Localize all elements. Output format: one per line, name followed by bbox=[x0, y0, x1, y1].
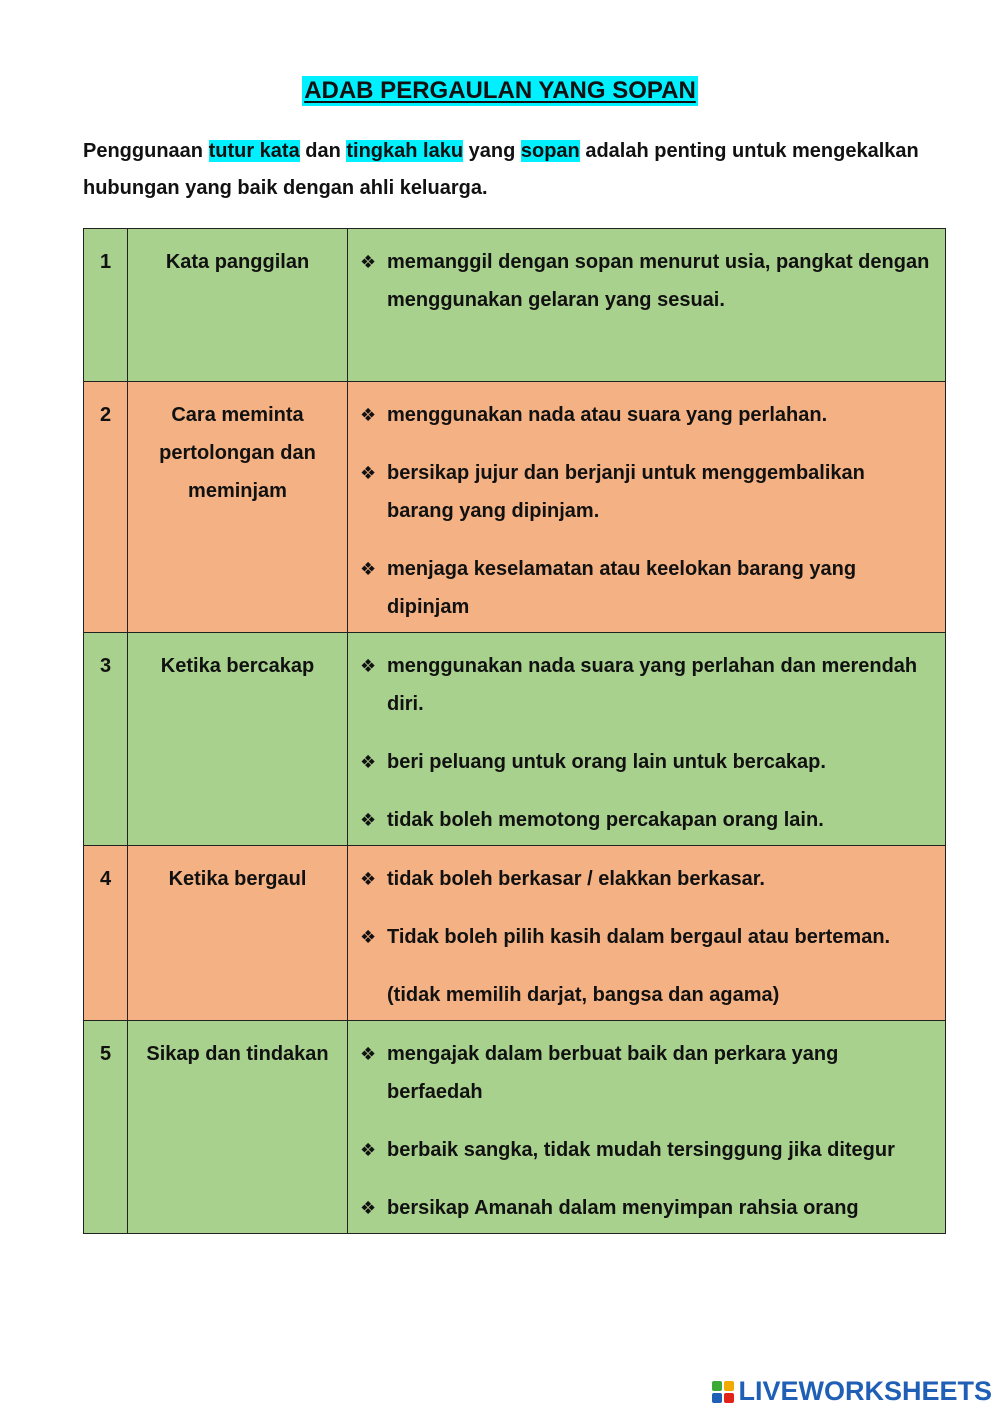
intro-text: dan bbox=[299, 140, 347, 162]
row-topic: Sikap dan tindakan bbox=[128, 1021, 348, 1234]
list-item bbox=[360, 918, 935, 956]
table-row bbox=[84, 229, 946, 382]
point-note: (tidak memilih darjat, bangsa dan agama) bbox=[387, 984, 780, 1006]
list-item bbox=[360, 243, 935, 319]
row-topic: Kata panggilan bbox=[128, 229, 348, 382]
title-wrapper bbox=[0, 76, 1000, 106]
diamond-bullet-icon: ❖ bbox=[360, 927, 377, 947]
table-row bbox=[84, 633, 946, 846]
row-number: 5 bbox=[84, 1021, 128, 1234]
list-item bbox=[360, 1035, 935, 1111]
intro-text: Penggunaan bbox=[83, 140, 209, 162]
row-number: 2 bbox=[84, 382, 128, 633]
list-item bbox=[360, 647, 935, 723]
list-item bbox=[360, 1131, 935, 1169]
row-topic: Ketika bercakap bbox=[128, 633, 348, 846]
point-text: memanggil dengan sopan menurut usia, pangkat dengan menggunakan gelaran yang sesuai. bbox=[387, 251, 930, 311]
logo-text: LIVEWORKSHEETS bbox=[738, 1376, 992, 1406]
row-number: 4 bbox=[84, 846, 128, 1021]
diamond-bullet-icon: ❖ bbox=[360, 1198, 377, 1218]
point-text: bersikap jujur dan berjanji untuk menggembalikan barang yang dipinjam. bbox=[387, 462, 865, 522]
list-item bbox=[360, 550, 935, 626]
intro-text: yang bbox=[463, 140, 521, 162]
diamond-bullet-icon: ❖ bbox=[360, 752, 377, 772]
diamond-bullet-icon: ❖ bbox=[360, 1140, 377, 1160]
row-points bbox=[348, 1021, 946, 1234]
row-number: 1 bbox=[84, 229, 128, 382]
diamond-bullet-icon: ❖ bbox=[360, 463, 377, 483]
highlight-tutur-kata: tutur kata bbox=[208, 140, 300, 162]
diamond-bullet-icon: ❖ bbox=[360, 252, 377, 272]
table-row bbox=[84, 382, 946, 633]
list-item bbox=[360, 454, 935, 530]
point-text: mengajak dalam berbuat baik dan perkara yang berfaedah bbox=[387, 1043, 839, 1103]
point-text: menggunakan nada atau suara yang perlahan. bbox=[387, 404, 828, 426]
list-item bbox=[360, 743, 935, 781]
point-text: menjaga keselamatan atau keelokan barang yang dipinjam bbox=[387, 558, 857, 618]
logo-grid-icon bbox=[712, 1381, 734, 1403]
liveworksheets-logo[interactable] bbox=[712, 1376, 992, 1407]
row-topic: Ketika bergaul bbox=[128, 846, 348, 1021]
list-item bbox=[360, 396, 935, 434]
table-row bbox=[84, 1021, 946, 1234]
row-points bbox=[348, 846, 946, 1021]
row-topic: Cara meminta pertolongan dan meminjam bbox=[128, 382, 348, 633]
diamond-bullet-icon: ❖ bbox=[360, 656, 377, 676]
row-points bbox=[348, 229, 946, 382]
row-points bbox=[348, 633, 946, 846]
point-text: menggunakan nada suara yang perlahan dan merendah diri. bbox=[387, 655, 918, 715]
diamond-bullet-icon: ❖ bbox=[360, 405, 377, 425]
highlight-tingkah-laku: tingkah laku bbox=[346, 140, 464, 162]
table-row bbox=[84, 846, 946, 1021]
page-title: ADAB PERGAULAN YANG SOPAN bbox=[304, 77, 696, 104]
list-item bbox=[360, 801, 935, 839]
diamond-bullet-icon: ❖ bbox=[360, 869, 377, 889]
point-text: berbaik sangka, tidak mudah tersinggung jika ditegur bbox=[387, 1139, 895, 1161]
list-item bbox=[360, 860, 935, 898]
intro-paragraph bbox=[83, 133, 943, 207]
point-text: bersikap Amanah dalam menyimpan rahsia orang bbox=[387, 1197, 859, 1219]
diamond-bullet-icon: ❖ bbox=[360, 810, 377, 830]
row-points bbox=[348, 382, 946, 633]
row-number: 3 bbox=[84, 633, 128, 846]
point-text: tidak boleh memotong percakapan orang lain. bbox=[387, 809, 824, 831]
point-text: beri peluang untuk orang lain untuk bercakap. bbox=[387, 751, 826, 773]
highlight-sopan: sopan bbox=[520, 140, 580, 162]
diamond-bullet-icon: ❖ bbox=[360, 1044, 377, 1064]
point-text: tidak boleh berkasar / elakkan berkasar. bbox=[387, 868, 765, 890]
diamond-bullet-icon: ❖ bbox=[360, 559, 377, 579]
list-item bbox=[360, 1189, 935, 1227]
intro-text: adalah penting untuk mengekalkan hubungan yang baik dengan ahli keluarga. bbox=[83, 140, 919, 199]
etiquette-table bbox=[83, 228, 946, 1234]
point-text: Tidak boleh pilih kasih dalam bergaul atau berteman. bbox=[387, 926, 891, 948]
